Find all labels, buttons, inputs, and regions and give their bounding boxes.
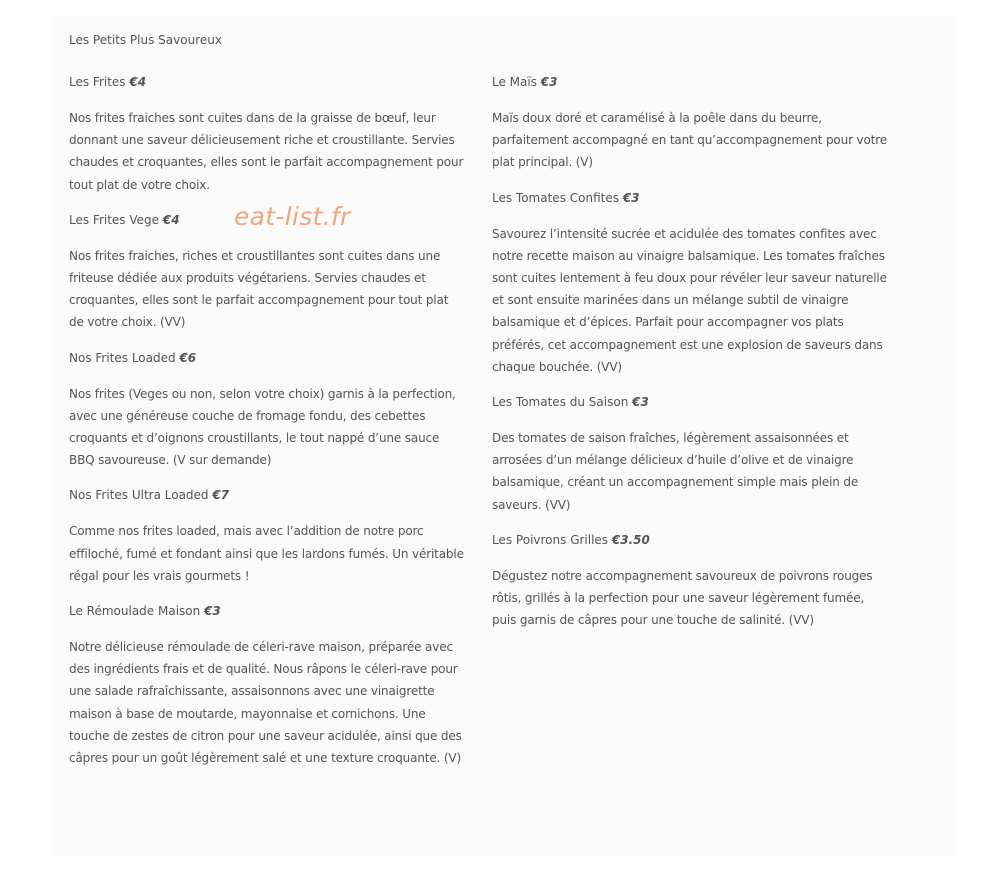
item-name: Le Maïs €3 xyxy=(492,75,558,89)
menu-item xyxy=(69,603,464,769)
item-description: Dégustez notre accompagnement savoureux de poivrons rouges rôtis, grillés à la perfection pour une saveur légèrement fumée, puis garnis de câpres pour une touche de salinité. (VV) xyxy=(492,568,873,628)
item-price: €6 xyxy=(179,350,197,365)
item-name: Les Poivrons Grilles €3.50 xyxy=(492,532,650,547)
item-description: Comme nos frites loaded, mais avec l’addition de notre porc effiloché, fumé et fondant ainsi que les lardons fumés. Un véritable régal pour les vrais gourmets ! xyxy=(69,524,464,583)
menu-item xyxy=(492,190,887,378)
item-description: Des tomates de saison fraîches, légèrement assaisonnées et arrosées d’un mélange délicieux d’huile d’olive et de vinaigre balsamique, créant un accompagnement simple mais plein de saveurs. (VV) xyxy=(492,431,859,512)
item-name: Les Frites €4 xyxy=(69,75,147,89)
item-price: €4 xyxy=(162,212,180,227)
item-description: Nos frites fraiches, riches et croustillantes sont cuites dans une friteuse dédiée aux produits végétariens. Servies chaudes et croquantes, elles sont le parfait accompagnement pour tout plat de votre choix. (VV) xyxy=(69,248,449,330)
item-price: €3.50 xyxy=(611,532,650,547)
menu-item xyxy=(492,74,887,174)
item-name: Nos Frites Ultra Loaded €7 xyxy=(69,488,230,503)
item-name: Les Tomates du Saison €3 xyxy=(492,395,649,410)
item-description: Maïs doux doré et caramélisé à la poêle dans du beurre, parfaitement accompagné en tant qu’accompagnement pour votre plat principal. (V) xyxy=(492,111,887,170)
watermark: eat-list.fr xyxy=(234,202,351,231)
item-price: €3 xyxy=(632,395,649,410)
item-description: Savourez l’intensité sucrée et acidulée des tomates confites avec notre recette maison au vinaigre balsamique. Les tomates fraîches sont cuites lentement à feu doux pour révéler leur saveur naturelle et sont ensuite marinées dans un mélange subtil de vinaigre balsamique et d’épices. Parfait pour accompagner vos plats préférés, cet accompagnement est une explosion de saveurs dans chaque bouchée. (VV) xyxy=(492,226,887,374)
left-column xyxy=(69,74,464,785)
item-description: Nos frites fraiches sont cuites dans de la graisse de bœuf, leur donnant une saveur délicieusement riche et croustillante. Servies chaudes et croquantes, elles sont le parfait accompagnement pour tout plat de votre choix. xyxy=(69,111,464,192)
item-price: €7 xyxy=(212,488,230,503)
menu-item xyxy=(492,532,887,632)
section-title: Les Petits Plus Savoureux xyxy=(69,33,222,47)
menu-item xyxy=(492,394,887,516)
item-price: €3 xyxy=(204,604,221,619)
item-price: €3 xyxy=(540,75,558,89)
item-name: Nos Frites Loaded €6 xyxy=(69,350,197,365)
menu-panel xyxy=(52,16,956,856)
menu-item xyxy=(69,487,464,587)
item-price: €4 xyxy=(129,75,147,89)
item-description: Nos frites (Veges ou non, selon votre choix) garnis à la perfection, avec une généreuse couche de fromage fondu, des cebettes croquants et d’oignons croustillants, le tout nappé d’une sauce BBQ savoureuse. (V sur demande) xyxy=(69,386,456,468)
menu-item xyxy=(69,350,464,472)
right-column xyxy=(492,74,887,647)
item-name: Les Frites Vege €4 xyxy=(69,212,180,227)
item-description: Notre délicieuse rémoulade de céleri-rave maison, préparée avec des ingrédients frais et de qualité. Nous râpons le céleri-rave pour une salade rafraîchissante, assaisonnons avec une vinaigrette maison à base de moutarde, mayonnaise et cornichons. Une touche de zestes de citron pour une saveur acidulée, ainsi que des câpres pour un goût légèrement salé et une texture croquante. (V) xyxy=(69,640,462,766)
menu-item xyxy=(69,74,464,196)
item-name: Le Rémoulade Maison €3 xyxy=(69,604,221,619)
item-price: €3 xyxy=(622,190,640,205)
item-name: Les Tomates Confites €3 xyxy=(492,190,640,205)
